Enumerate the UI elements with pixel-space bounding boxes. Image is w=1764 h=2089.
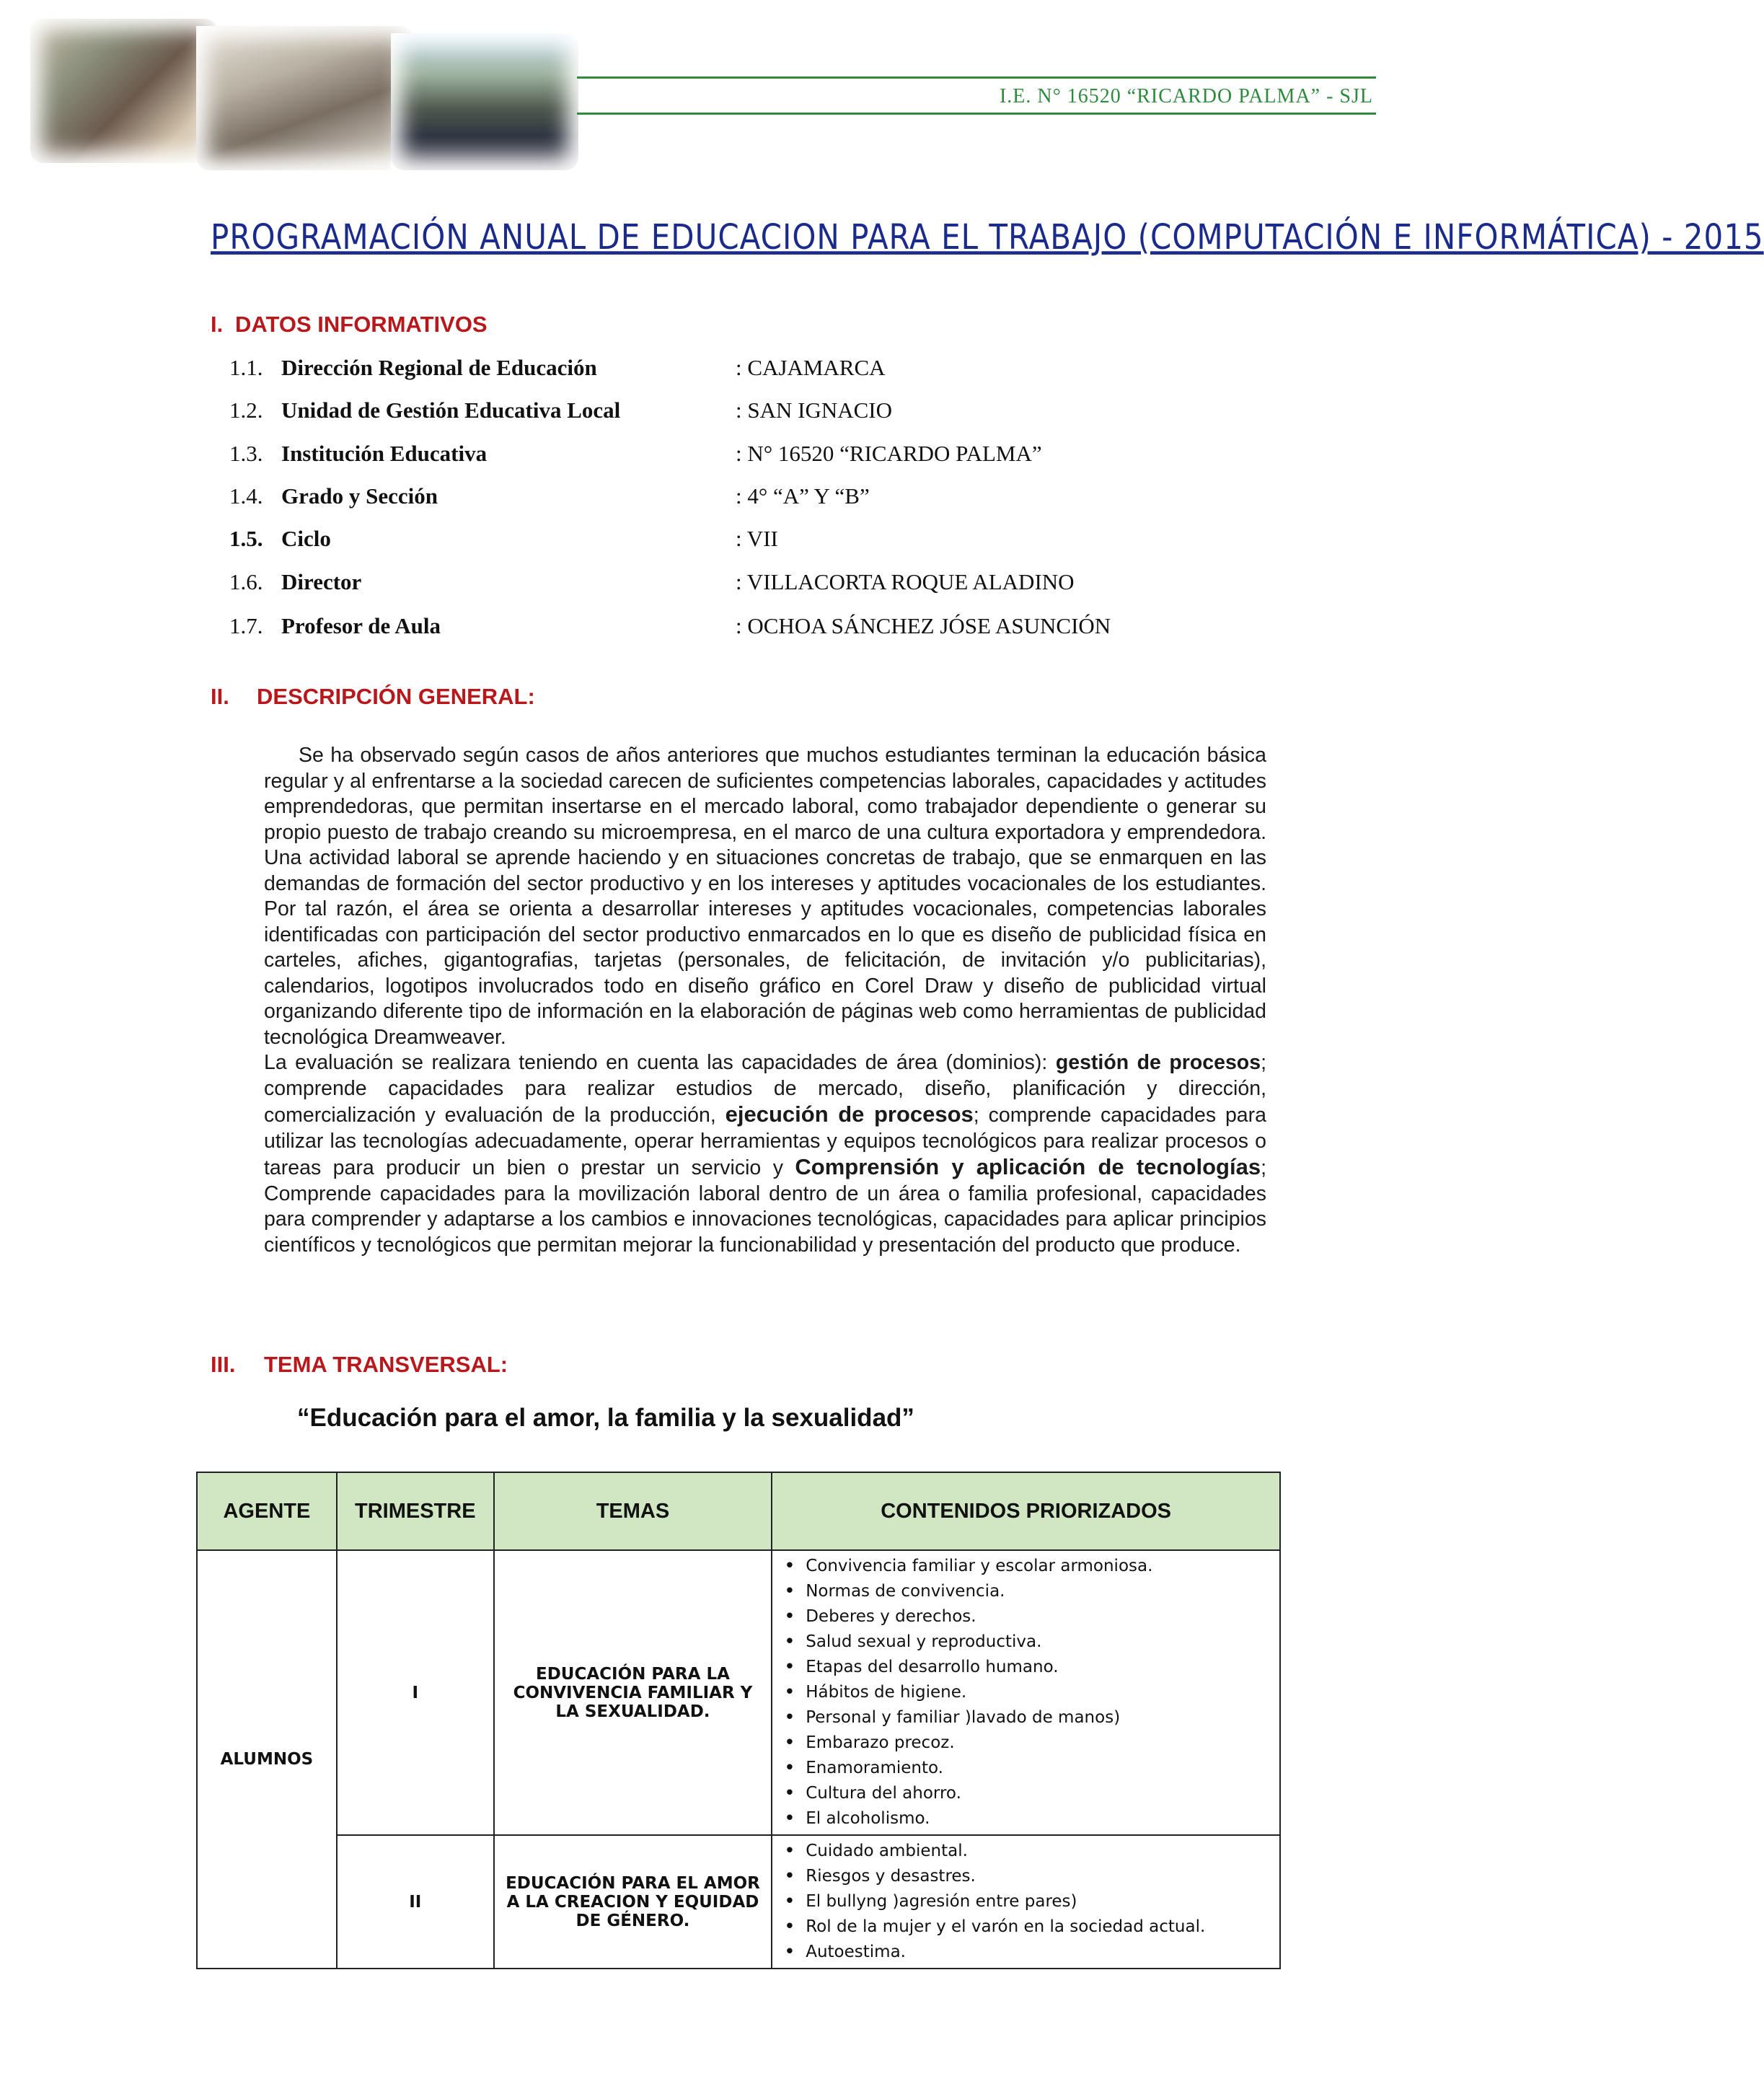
section-title: DESCRIPCIÓN GENERAL:: [257, 684, 535, 709]
table-row: [197, 1550, 1280, 1835]
section-title: TEMA TRANSVERSAL:: [264, 1352, 508, 1377]
description-paragraph: Se ha observado según casos de años anteriores que muchos estudiantes terminan la educación básica regular y al enfrentarse a la sociedad carecen de suficientes competencias laborales, capacidades y actitudes emprendedoras, que permitan insertarse en el mercado laboral, como trabajador dependiente o generar su propio puesto de trabajo creando su microempresa, en el marco de una cultura exportadora y emprendedora. Una actividad laboral se aprende haciendo y en situaciones concretas de trabajo, que se enmarquen en las demandas de formación del sector productivo y en los intereses y aptitudes vocacionales de los estudiantes. Por tal razón, el área se orienta a desarrollar intereses y aptitudes vocacionales, competencias laborales identificadas con participación del sector productivo enmarcados en lo que es diseño de publicidad física en carteles, afiches, gigantografias, tarjetas (personales, de felicitación, de invitación y/o publicitarias), calendarios, logotipos involucrados todo en diseño gráfico en Corel Draw y diseño de publicidad virtual organizando diferente tipo de información en la elaboración de páginas web como herramientas de publicidad tecnológica Dreamweaver.: [264, 744, 1266, 1049]
list-item: • Deberes y derechos.: [784, 1604, 1274, 1630]
info-number: 1.6.: [229, 569, 263, 594]
table-row: [197, 1835, 1280, 1969]
text-run: ; Comprende capacidades para la movilización laboral dentro de un área o familia profesional, capacidades para comprender y adaptarse a los cambios e innovaciones tecnológicas, capacidades para aplicar principios científicos y tecnológicos que permitan mejorar la funcionabilidad y presentación del producto que produce.: [264, 1156, 1266, 1257]
table-header-row: [197, 1472, 1280, 1550]
info-value: : N° 16520 “RICARDO PALMA”: [736, 441, 1042, 466]
info-label: Director: [281, 569, 362, 594]
info-number: 1.5.: [229, 526, 263, 551]
section-heading-descripcion: [211, 684, 535, 710]
section-number: II.: [211, 684, 229, 709]
list-item: • Personal y familiar )lavado de manos): [784, 1705, 1274, 1730]
header-school-name: I.E. N° 16520 “RICARDO PALMA” - SJL: [999, 85, 1373, 107]
column-header-agente: AGENTE: [197, 1472, 337, 1550]
trimestre-cell: II: [337, 1835, 494, 1969]
list-item: • Rol de la mujer y el varón en la sociedad actual.: [784, 1914, 1274, 1940]
list-item: • Hábitos de higiene.: [784, 1680, 1274, 1705]
header-rule-top: [577, 76, 1376, 79]
info-label: Institución Educativa: [281, 441, 488, 466]
header-rule-bottom: [577, 113, 1376, 115]
list-item: • Enamoramiento.: [784, 1756, 1274, 1781]
section-number: III.: [211, 1352, 236, 1377]
info-value: : VII: [736, 526, 778, 551]
contenidos-cell: [772, 1550, 1280, 1835]
info-label: Dirección Regional de Educación: [281, 355, 597, 380]
emphasis-gestion: gestión de procesos: [1055, 1051, 1261, 1074]
info-value: : OCHOA SÁNCHEZ JÓSE ASUNCIÓN: [736, 613, 1111, 638]
contenidos-list: [784, 1839, 1274, 1965]
contents-table: [196, 1472, 1281, 1969]
list-item: • Salud sexual y reproductiva.: [784, 1630, 1274, 1655]
info-label: Grado y Sección: [281, 483, 438, 509]
info-number: 1.4.: [229, 483, 263, 509]
info-number: 1.3.: [229, 441, 263, 466]
text-run: ; comprende capacidades para realizar estudios de mercado, diseño, planificación y dirección, comercialización y evaluación de la producción,: [264, 1051, 1266, 1127]
section-heading-datos: [211, 312, 488, 338]
section-heading-tema: [211, 1352, 508, 1378]
tema-cell: EDUCACIÓN PARA EL AMOR A LA CREACION Y EQUIDAD DE GÉNERO.: [494, 1835, 772, 1969]
text-run: La evaluación se realizara teniendo en cuenta las capacidades de área (dominios):: [264, 1051, 1056, 1074]
list-item: • Riesgos y desastres.: [784, 1864, 1274, 1889]
list-item: • Normas de convivencia.: [784, 1579, 1274, 1604]
section-number: I.: [211, 312, 224, 337]
emphasis-comprension: Comprensión y aplicación de tecnologías: [795, 1154, 1261, 1179]
info-value: : 4° “A” Y “B”: [736, 483, 870, 509]
info-value: : VILLACORTA ROQUE ALADINO: [736, 569, 1075, 594]
page-title: PROGRAMACIÓN ANUAL DE EDUCACION PARA EL TRABAJO (COMPUTACIÓN E INFORMÁTICA) - 2015: [211, 216, 1764, 258]
header-photo-collage: [30, 19, 578, 170]
list-item: • Autoestima.: [784, 1940, 1274, 1965]
evaluation-paragraph: [264, 1050, 1266, 1258]
info-label: Unidad de Gestión Educativa Local: [281, 397, 621, 423]
description-body: [264, 743, 1266, 1258]
info-value: : SAN IGNACIO: [736, 397, 892, 423]
list-item: • Embarazo precoz.: [784, 1730, 1274, 1756]
list-item: • Cultura del ahorro.: [784, 1781, 1274, 1806]
column-header-contenidos: CONTENIDOS PRIORIZADOS: [772, 1472, 1280, 1550]
tema-cell: EDUCACIÓN PARA LA CONVIVENCIA FAMILIAR Y LA SEXUALIDAD.: [494, 1550, 772, 1835]
column-header-temas: TEMAS: [494, 1472, 772, 1550]
info-label: Profesor de Aula: [281, 613, 441, 638]
list-item: • Cuidado ambiental.: [784, 1839, 1274, 1864]
info-number: 1.7.: [229, 613, 263, 638]
info-value: : CAJAMARCA: [736, 355, 886, 380]
list-item: • Convivencia familiar y escolar armoniosa.: [784, 1554, 1274, 1579]
contenidos-list: [784, 1554, 1274, 1831]
list-item: • Etapas del desarrollo humano.: [784, 1655, 1274, 1680]
info-number: 1.2.: [229, 397, 263, 423]
list-item: • El bullyng )agresión entre pares): [784, 1889, 1274, 1914]
classroom-photo: [30, 19, 218, 163]
transversal-theme: “Educación para el amor, la familia y la sexualidad”: [297, 1404, 914, 1432]
student-writing-photo: [196, 26, 413, 170]
section-title: DATOS INFORMATIVOS: [235, 312, 488, 337]
crowd-photo: [391, 33, 578, 170]
info-number: 1.1.: [229, 355, 263, 380]
text-run: ; comprende capacidades para utilizar las tecnologías adecuadamente, operar herramientas y equipos tecnológicos para realizar procesos o tareas para producir un bien o prestar un servicio y: [264, 1104, 1266, 1179]
list-item: • El alcoholismo.: [784, 1806, 1274, 1831]
emphasis-ejecucion: ejecución de procesos: [725, 1101, 974, 1127]
agent-cell: ALUMNOS: [197, 1550, 337, 1969]
trimestre-cell: I: [337, 1550, 494, 1835]
contenidos-cell: [772, 1835, 1280, 1969]
info-label: Ciclo: [281, 526, 331, 551]
column-header-trimestre: TRIMESTRE: [337, 1472, 494, 1550]
